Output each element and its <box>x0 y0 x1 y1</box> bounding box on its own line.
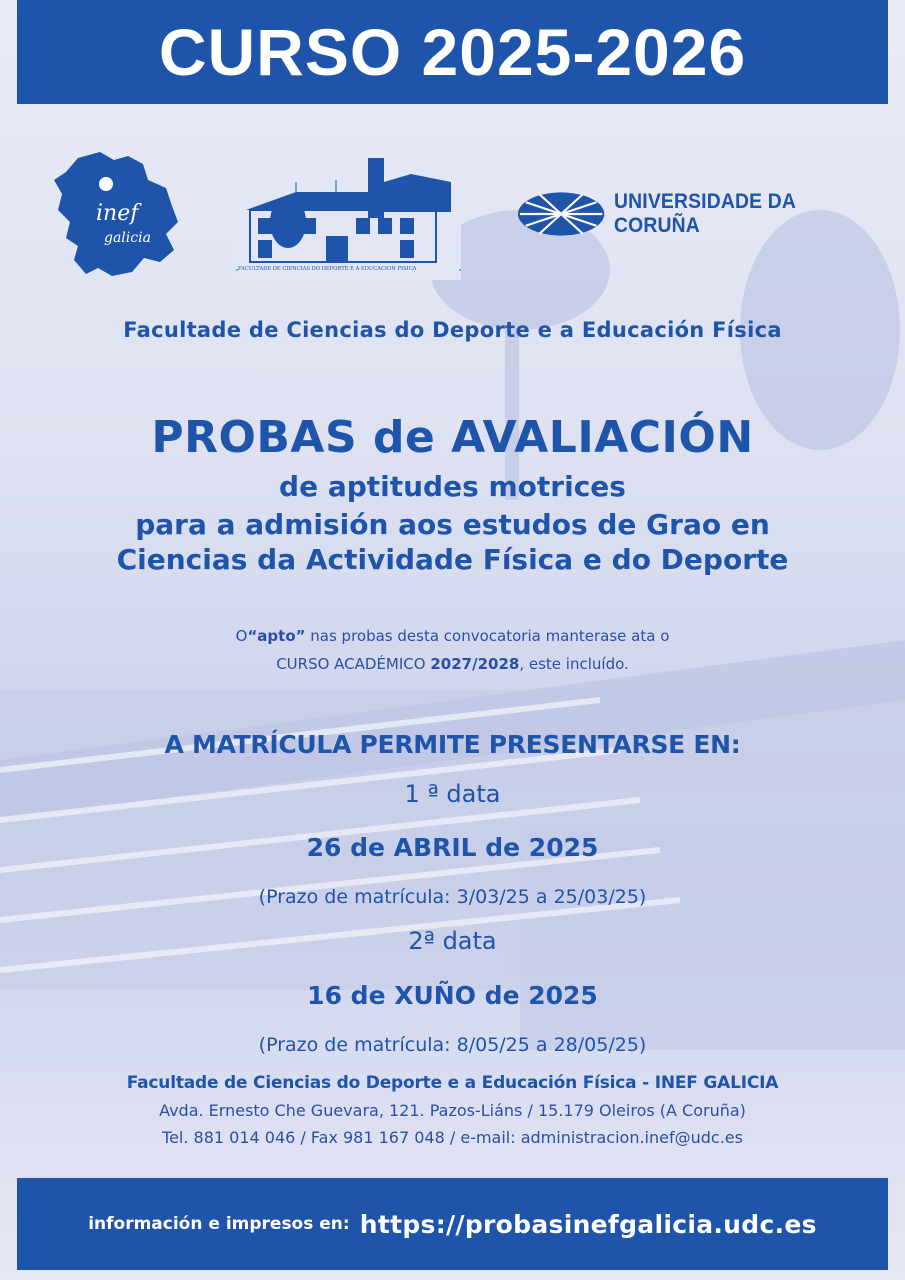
first-date <box>0 833 905 862</box>
footer-address: Avda. Ernesto Che Guevara, 121. Pazos-Liáns / 15.179 Oleiros (A Coruña) <box>159 1101 746 1120</box>
first-date-day: 26 <box>306 833 342 862</box>
second-date-label: 2ª data <box>408 927 497 955</box>
apto-prefix: O <box>235 627 248 645</box>
inef-galicia-map-logo <box>48 150 183 284</box>
first-date-label: 1 ª data <box>404 780 501 808</box>
matricula-heading: A MATRÍCULA PERMITE PRESENTARSE EN: <box>164 730 741 759</box>
headline-line-2: para a admisión aos estudos de Grao en <box>135 508 770 541</box>
headline-line-3: Ciencias da Actividade Física e do Deporte <box>116 543 789 576</box>
apto-line2-rest: , este incluído. <box>519 655 629 673</box>
apto-line1-rest: nas probas desta convocatoria manterase ata o <box>305 627 670 645</box>
info-label: información e impresos en: <box>88 1214 350 1234</box>
headline-line-1: de aptitudes motrices <box>279 470 626 503</box>
inef-logo-text: inef <box>96 201 139 226</box>
logos-row <box>0 150 905 285</box>
second-date-rest: de XUÑO de 2025 <box>341 981 598 1010</box>
faculty-building-logo <box>236 152 461 284</box>
footer-contact: Tel. 881 014 046 / Fax 981 167 048 / e-mail: administracion.inef@udc.es <box>162 1128 743 1147</box>
apto-year: 2027/2028 <box>430 655 520 673</box>
second-date-day: 16 <box>307 981 342 1010</box>
udc-logo <box>516 190 905 238</box>
udc-emblem-icon <box>516 190 606 238</box>
apto-note-line-1 <box>0 627 905 645</box>
apto-note-line-2 <box>0 655 905 673</box>
course-banner <box>17 0 888 104</box>
info-url-link[interactable]: https://probasinefgalicia.udc.es <box>359 1209 817 1239</box>
galicia-logo-text: galicia <box>104 230 151 246</box>
info-banner <box>17 1178 888 1270</box>
udc-name: UNIVERSIDADE DA CORUÑA <box>614 190 796 237</box>
headline-main: PROBAS de AVALIACIÓN <box>151 412 754 463</box>
apto-word: “apto” <box>247 627 306 645</box>
first-date-rest: de ABRIL de 2025 <box>341 833 599 862</box>
faculty-name: Facultade de Ciencias do Deporte e a Educación Física <box>123 318 782 342</box>
faculty-building-caption: FACULTADE DE CIENCIAS DO DEPORTE E A EDUCACIÓN FÍSICA <box>238 266 459 272</box>
course-title: CURSO 2025-2026 <box>158 15 747 89</box>
footer-faculty: Facultade de Ciencias do Deporte e a Educación Física - INEF GALICIA <box>126 1073 779 1093</box>
first-date-deadline: (Prazo de matrícula: 3/03/25 a 25/03/25) <box>258 886 647 908</box>
apto-line2-prefix: CURSO ACADÉMICO <box>276 655 431 673</box>
second-date-deadline: (Prazo de matrícula: 8/05/25 a 28/05/25) <box>258 1034 647 1056</box>
second-date <box>0 981 905 1010</box>
